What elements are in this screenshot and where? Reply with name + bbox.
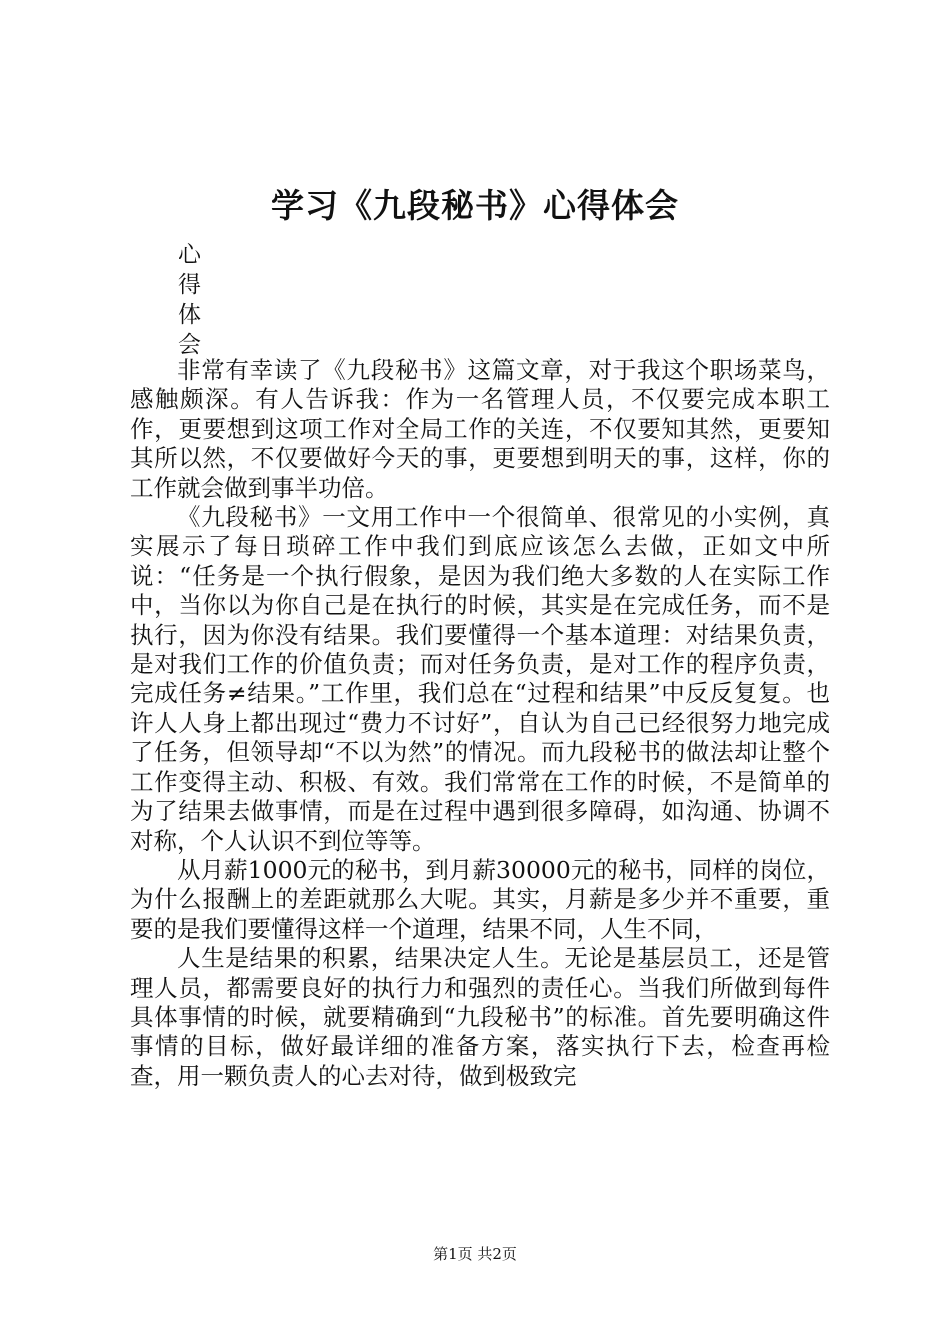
heading-char: 心 (178, 242, 201, 268)
heading-char: 得 (178, 272, 201, 298)
paragraph: 非常有幸读了《九段秘书》这篇文章，对于我这个职场菜鸟，感触颇深。有人告诉我：作为一名管理人员，不仅要完成本职工作，更要想到这项工作对全局工作的关连，不仅要知其然，更要知其所以然，不仅要做好今天的事，更要想到明天的事，这样，你的工作就会做到事半功倍。 (130, 356, 830, 502)
heading-char: 会 (178, 332, 201, 358)
vertical-heading (178, 240, 208, 360)
document-body (130, 356, 830, 1091)
document-title: 学习《九段秘书》心得体会 (271, 186, 679, 225)
paragraph: 人生是结果的积累，结果决定人生。无论是基层员工，还是管理人员，都需要良好的执行力和强烈的责任心。当我们所做到每件具体事情的时候，就要精确到“九段秘书”的标准。首先要明确这件事情的目标，做好最详细的准备方案，落实执行下去，检查再检查，用一颗负责人的心去对待，做到极致完 (130, 944, 830, 1090)
page-footer: 第1页 共2页 (433, 1245, 517, 1263)
heading-char: 体 (178, 302, 201, 328)
paragraph: 《九段秘书》一文用工作中一个很简单、很常见的小实例，真实展示了每日琐碎工作中我们到底应该怎么去做，正如文中所说：“任务是一个执行假象，是因为我们绝大多数的人在实际工作中，当你以为你自己是在执行的时候，其实是在完成任务，而不是执行，因为你没有结果。我们要懂得一个基本道理：对结果负责，是对我们工作的价值负责；而对任务负责，是对工作的程序负责，完成任务≠结果。”工作里，我们总在“过程和结果”中反反复复。也许人人身上都出现过“费力不讨好”，自认为自己已经很努力地完成了任务，但领导却“不以为然”的情况。而九段秘书的做法却让整个工作变得主动、积极、有效。我们常常在工作的时候，不是简单的为了结果去做事情，而是在过程中遇到很多障碍，如沟通、协调不对称，个人认识不到位等等。 (130, 503, 830, 855)
paragraph: 从月薪1000元的秘书，到月薪30000元的秘书，同样的岗位，为什么报酬上的差距就那么大呢。其实，月薪是多少并不重要，重要的是我们要懂得这样一个道理，结果不同，人生不同， (130, 855, 830, 943)
